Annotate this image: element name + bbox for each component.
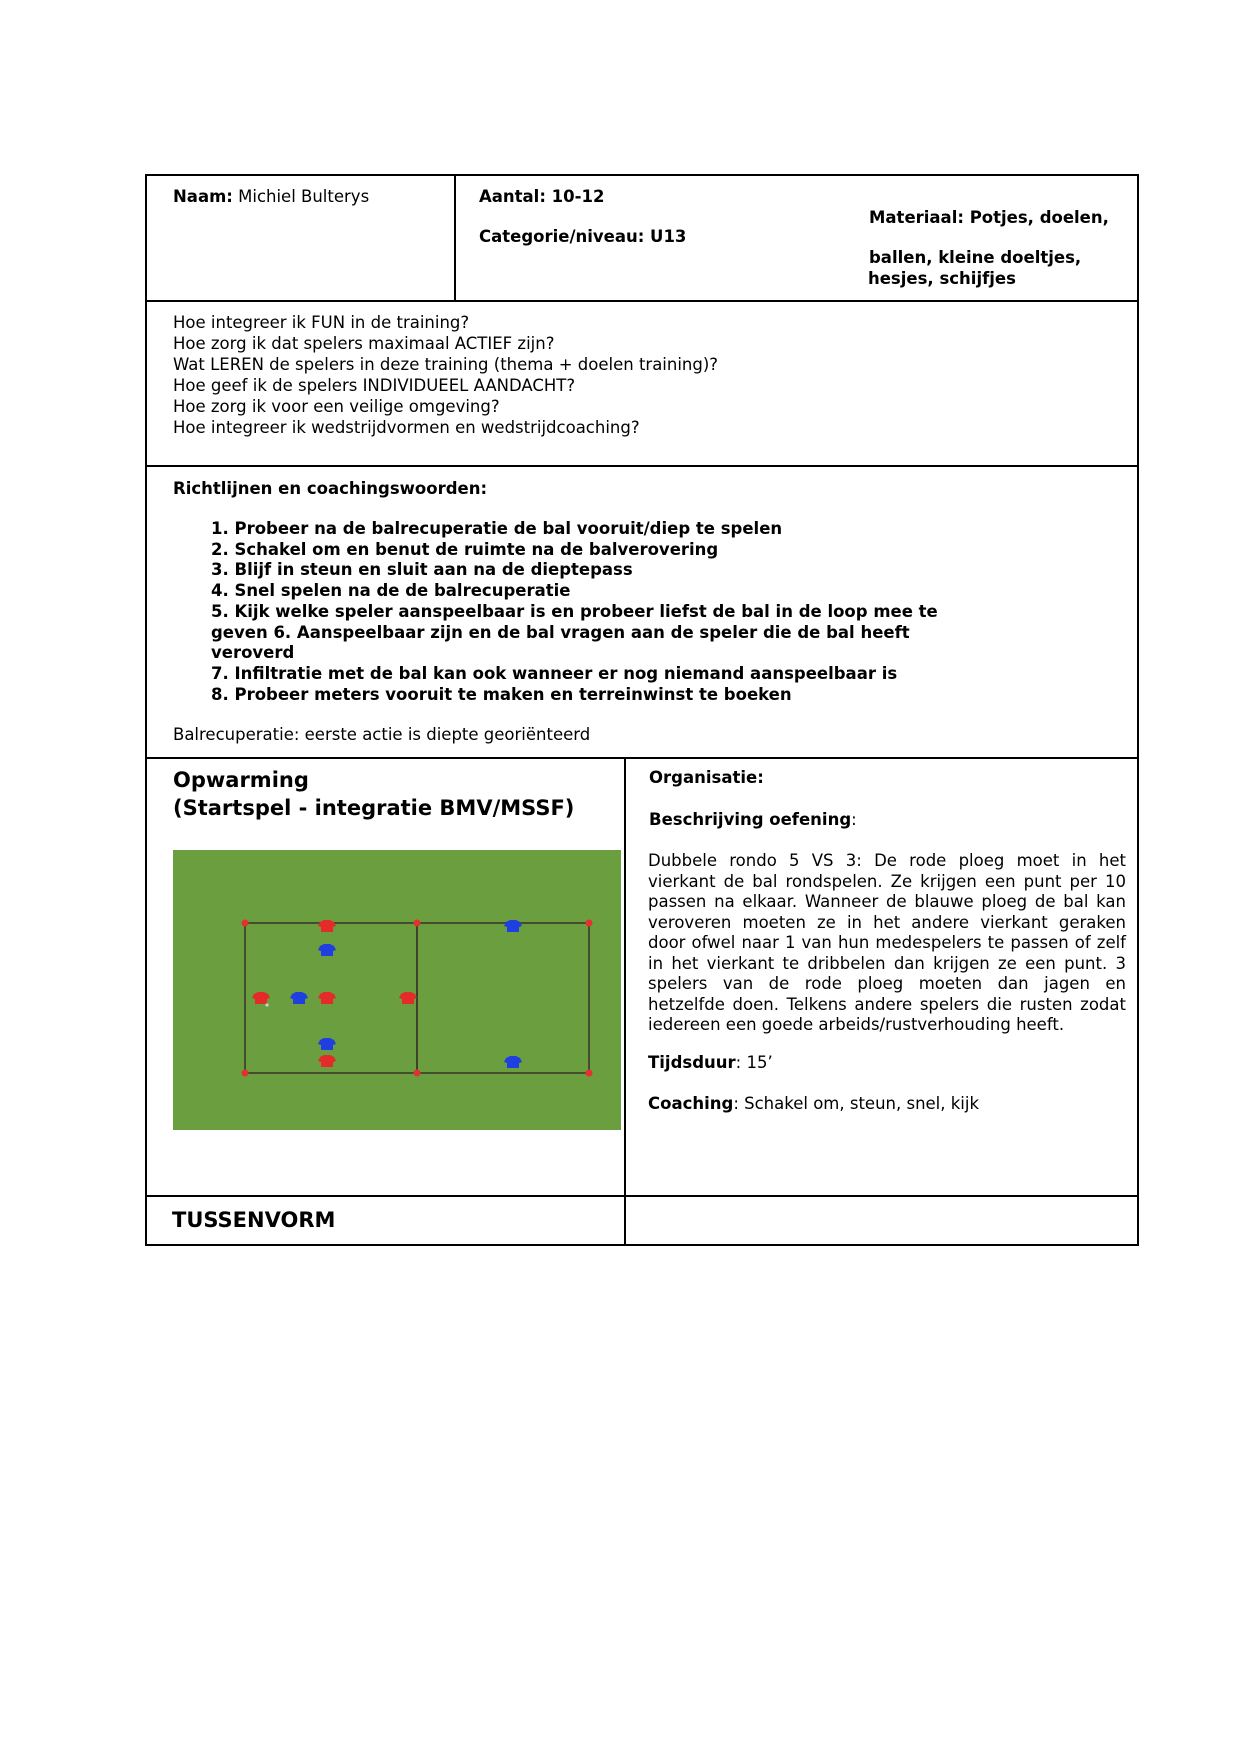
coaching-label: Coaching: [648, 1094, 734, 1113]
cone-marker: [586, 1070, 593, 1077]
question-leren: Wat LEREN de spelers in deze training (thema + doelen training)?: [173, 355, 719, 374]
pitch-diagram: [173, 850, 621, 1130]
question-aandacht: Hoe geef ik de spelers INDIVIDUEEL AANDACHT?: [173, 376, 576, 395]
exercise-diagram: [173, 850, 621, 1130]
row-divider-2: [147, 465, 1137, 467]
question-fun: Hoe integreer ik FUN in de training?: [173, 313, 470, 332]
materiaal-line-3: hesjes, schijfjes: [868, 269, 1016, 288]
tijdsduur-value: : 15’: [735, 1053, 773, 1072]
cone-marker: [414, 920, 421, 927]
cone-marker: [242, 920, 249, 927]
question-wedstrijd: Hoe integreer ik wedstrijdvormen en wedstrijdcoaching?: [173, 418, 640, 437]
row-divider-1: [147, 300, 1137, 302]
cone-marker: [414, 1070, 421, 1077]
pitch-background: [173, 850, 621, 1130]
guidelines-title: Richtlijnen en coachingswoorden:: [173, 479, 488, 498]
naam-label: Naam:: [173, 187, 233, 206]
guidelines-note: Balrecuperatie: eerste actie is diepte georiënteerd: [173, 725, 591, 744]
guideline-line: geven 6. Aanspeelbaar zijn en de bal vragen aan de speler die de bal heeft: [211, 622, 910, 642]
row-divider-3: [147, 757, 1137, 759]
tijdsduur-label: Tijdsduur: [648, 1053, 736, 1072]
beschrijving-colon: :: [851, 810, 857, 829]
guideline-line: 5. Kijk welke speler aanspeelbaar is en probeer liefst de bal in de loop mee te: [211, 601, 938, 621]
aantal: Aantal: 10-12: [479, 187, 605, 206]
row-divider-4: [147, 1195, 1137, 1197]
ball: [265, 1003, 268, 1006]
training-sheet: [145, 174, 1139, 1246]
question-veilig: Hoe zorg ik voor een veilige omgeving?: [173, 397, 500, 416]
tijdsduur: [648, 1053, 773, 1074]
naam-value: Michiel Bulterys: [232, 187, 370, 206]
warmup-subtitle: (Startspel - integratie BMV/MSSF): [173, 796, 575, 820]
beschrijving-label: Beschrijving oefening: [649, 810, 852, 829]
guidelines-list: [211, 519, 938, 705]
guideline-line: 2. Schakel om en benut de ruimte na de balverovering: [211, 539, 719, 559]
naam-field: [173, 187, 369, 208]
cone-marker: [242, 1070, 249, 1077]
header-col-divider: [454, 176, 456, 300]
guideline-line: veroverd: [211, 643, 295, 663]
beschrijving-heading: [649, 810, 857, 831]
guideline-line: 4. Snel spelen na de de balrecuperatie: [211, 581, 571, 601]
cone-marker: [586, 920, 593, 927]
coaching: [648, 1094, 979, 1115]
materiaal-line-2: ballen, kleine doeltjes,: [869, 248, 1082, 267]
guideline-line: 1. Probeer na de balrecuperatie de bal vooruit/diep te spelen: [211, 519, 783, 538]
materiaal-line-1: Materiaal: Potjes, doelen,: [869, 208, 1109, 227]
organisatie-label: Organisatie:: [649, 768, 764, 787]
warmup-title: Opwarming: [173, 768, 309, 792]
coaching-value: : Schakel om, steun, snel, kijk: [733, 1094, 980, 1113]
warmup-col-divider: [624, 757, 626, 1244]
guideline-line: 7. Infiltratie met de bal kan ook wanneer er nog niemand aanspeelbaar is: [211, 663, 898, 683]
categorie: Categorie/niveau: U13: [479, 227, 687, 246]
guideline-line: 8. Probeer meters vooruit te maken en terreinwinst te boeken: [211, 684, 792, 704]
exercise-description: Dubbele rondo 5 VS 3: De rode ploeg moet in het vierkant de bal rondspelen. Ze krijgen een punt per 10 passen na elkaar. Wanneer de blauwe ploeg de bal kan veroveren moeten ze in het andere vierkant geraken door ofwel naar 1 van hun medespelers te passen of zelf in het vierkant te dribbelen dan krijgen ze een punt. 3 spelers van de rode ploeg moeten dan jagen en hetzelfde doen. Telkens andere spelers die rusten zodat iedereen een goede arbeids/rustverhouding heeft.: [648, 851, 1126, 1034]
question-actief: Hoe zorg ik dat spelers maximaal ACTIEF zijn?: [173, 334, 555, 353]
guideline-line: 3. Blijf in steun en sluit aan na de dieptepass: [211, 560, 633, 580]
tussenvorm-title: TUSSENVORM: [172, 1208, 336, 1232]
